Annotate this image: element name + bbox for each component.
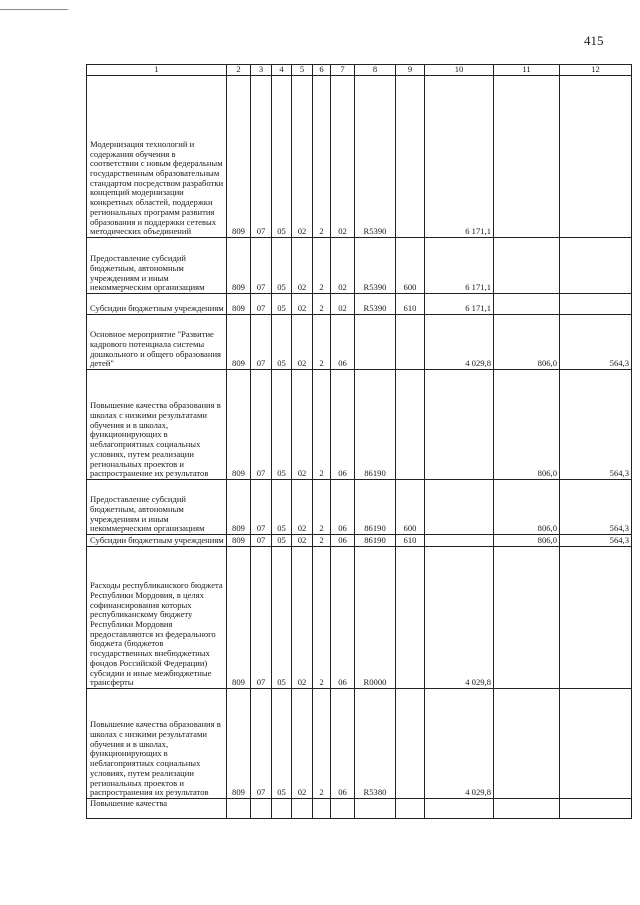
cell-subprogram: 2: [313, 370, 331, 480]
cell-event: 06: [331, 370, 355, 480]
cell-expense-type: 600: [396, 238, 425, 294]
cell-amount-1: [425, 370, 494, 480]
cell-subsection: 05: [272, 547, 292, 689]
cell-section: 07: [251, 480, 272, 535]
cell-subsection: 05: [272, 689, 292, 799]
header-cell: 6: [313, 65, 331, 76]
cell-expense-type: 610: [396, 294, 425, 315]
cell-target-code: R5390: [355, 294, 396, 315]
row-name: Основное мероприятие "Развитие кадрового потенциала системы дошкольного и общего образования детей": [87, 315, 227, 370]
cell-amount-3: 564,3: [560, 370, 632, 480]
cell-target-code: R5390: [355, 238, 396, 294]
cell-amount-1: 6 171,1: [425, 294, 494, 315]
cell-expense-type: [396, 689, 425, 799]
cell-program: 02: [292, 238, 313, 294]
cell-ministry-code: 809: [227, 294, 251, 315]
cell-amount-3: [560, 547, 632, 689]
cell-program: 02: [292, 294, 313, 315]
cell-subsection: 05: [272, 294, 292, 315]
cell-amount-3: [560, 799, 632, 819]
cell-subprogram: 2: [313, 76, 331, 238]
cell-section: 07: [251, 370, 272, 480]
cell-amount-3: [560, 238, 632, 294]
cell-ministry-code: 809: [227, 76, 251, 238]
table-row: [87, 535, 632, 547]
cell-ministry-code: 809: [227, 238, 251, 294]
row-name: Предоставление субсидий бюджетным, автономным учреждениям и иным некоммерческим организациям: [87, 238, 227, 294]
cell-expense-type: 600: [396, 480, 425, 535]
cell-expense-type: [396, 547, 425, 689]
cell-amount-2: 806,0: [494, 535, 560, 547]
header-cell: 8: [355, 65, 396, 76]
header-cell: 10: [425, 65, 494, 76]
cell-expense-type: [396, 370, 425, 480]
row-name: Предоставление субсидий бюджетным, автономным учреждениям и иным некоммерческим организациям: [87, 480, 227, 535]
header-cell: 11: [494, 65, 560, 76]
cell-event: 06: [331, 535, 355, 547]
cell-amount-2: [494, 799, 560, 819]
table-row: [87, 315, 632, 370]
cell-subprogram: 2: [313, 689, 331, 799]
cell-program: 02: [292, 535, 313, 547]
header-cell: 9: [396, 65, 425, 76]
cell-target-code: 86190: [355, 480, 396, 535]
cell-program: [292, 799, 313, 819]
header-cell: 3: [251, 65, 272, 76]
cell-subprogram: 2: [313, 547, 331, 689]
cell-amount-2: [494, 547, 560, 689]
cell-amount-1: [425, 535, 494, 547]
row-name: Субсидии бюджетным учреждениям: [87, 535, 227, 547]
row-name: Субсидии бюджетным учреждениям: [87, 294, 227, 315]
table-row: [87, 689, 632, 799]
header-cell: 5: [292, 65, 313, 76]
cell-expense-type: [396, 76, 425, 238]
cell-amount-1: 6 171,1: [425, 76, 494, 238]
cell-subsection: 05: [272, 535, 292, 547]
cell-expense-type: [396, 315, 425, 370]
cell-section: 07: [251, 547, 272, 689]
table-row: [87, 480, 632, 535]
cell-subprogram: 2: [313, 315, 331, 370]
cell-section: 07: [251, 76, 272, 238]
cell-amount-1: 4 029,8: [425, 689, 494, 799]
cell-program: 02: [292, 480, 313, 535]
cell-program: 02: [292, 370, 313, 480]
cell-amount-3: 564,3: [560, 535, 632, 547]
cell-event: 02: [331, 76, 355, 238]
cell-event: 06: [331, 315, 355, 370]
cell-amount-2: 806,0: [494, 480, 560, 535]
cell-amount-1: 4 029,8: [425, 547, 494, 689]
cell-amount-1: [425, 799, 494, 819]
table-row: [87, 799, 632, 819]
cell-amount-2: [494, 238, 560, 294]
row-name: Повышение качества образования в школах с низкими результатами обучения и в школах, функционирующих в неблагоприятных социальных условиях, путем реализации региональных проектов и распространения их результатов: [87, 689, 227, 799]
cell-subprogram: 2: [313, 480, 331, 535]
row-name: Повышение качества: [87, 799, 227, 819]
cell-event: 06: [331, 547, 355, 689]
cell-target-code: 86190: [355, 370, 396, 480]
cell-subsection: 05: [272, 370, 292, 480]
cell-target-code: [355, 799, 396, 819]
cell-amount-2: [494, 689, 560, 799]
row-name: Расходы республиканского бюджета Республики Мордовия, в целях софинансирования которых республиканскому бюджету Республики Мордовия предоставляются из федерального бюджета (бюджетов государственных внебюджетных фондов Российской Федерации) субсидии и иные межбюджетные трансферты: [87, 547, 227, 689]
table-row: [87, 547, 632, 689]
page-number: 415: [584, 33, 604, 48]
cell-section: 07: [251, 315, 272, 370]
cell-event: 06: [331, 480, 355, 535]
cell-section: 07: [251, 238, 272, 294]
cell-event: 06: [331, 689, 355, 799]
cell-target-code: 86190: [355, 535, 396, 547]
row-name: Модернизация технологий и содержания обучения в соответствии с новым федеральным государственным образовательным стандартом посредством разработки концепций модернизации конкретных областей, поддержки региональных программ развития образования и поддержки сетевых методических объединений: [87, 76, 227, 238]
cell-ministry-code: [227, 799, 251, 819]
budget-table: [86, 64, 632, 819]
cell-subprogram: 2: [313, 294, 331, 315]
cell-subsection: 05: [272, 238, 292, 294]
cell-ministry-code: 809: [227, 480, 251, 535]
cell-program: 02: [292, 315, 313, 370]
cell-event: 02: [331, 294, 355, 315]
cell-section: 07: [251, 294, 272, 315]
cell-section: 07: [251, 535, 272, 547]
table-row: [87, 238, 632, 294]
cell-subprogram: [313, 799, 331, 819]
cell-amount-2: [494, 294, 560, 315]
row-name: Повышение качества образования в школах с низкими результатами обучения и в школах, функционирующих в неблагоприятных социальных условиях, путем реализации региональных проектов и распространение их результатов: [87, 370, 227, 480]
table-row: [87, 294, 632, 315]
cell-expense-type: [396, 799, 425, 819]
cell-amount-2: 806,0: [494, 370, 560, 480]
cell-section: [251, 799, 272, 819]
cell-target-code: [355, 315, 396, 370]
cell-event: [331, 799, 355, 819]
table-header-row: [87, 65, 632, 76]
cell-subsection: 05: [272, 76, 292, 238]
cell-subsection: 05: [272, 315, 292, 370]
header-cell: 1: [87, 65, 227, 76]
cell-program: 02: [292, 547, 313, 689]
cell-program: 02: [292, 76, 313, 238]
cell-target-code: R0000: [355, 547, 396, 689]
cell-event: 02: [331, 238, 355, 294]
cell-ministry-code: 809: [227, 689, 251, 799]
cell-ministry-code: 809: [227, 370, 251, 480]
cell-subprogram: 2: [313, 535, 331, 547]
cell-amount-3: [560, 76, 632, 238]
table-row: [87, 76, 632, 238]
cell-amount-3: 564,3: [560, 315, 632, 370]
cell-ministry-code: 809: [227, 547, 251, 689]
cell-amount-1: [425, 480, 494, 535]
cell-amount-3: [560, 294, 632, 315]
cell-amount-2: 806,0: [494, 315, 560, 370]
header-cell: 12: [560, 65, 632, 76]
cell-amount-3: [560, 689, 632, 799]
cell-ministry-code: 809: [227, 315, 251, 370]
cell-amount-2: [494, 76, 560, 238]
cell-subsection: [272, 799, 292, 819]
cell-target-code: R5390: [355, 76, 396, 238]
scan-edge-mark: [0, 0, 68, 10]
cell-amount-3: 564,3: [560, 480, 632, 535]
cell-program: 02: [292, 689, 313, 799]
cell-target-code: R5380: [355, 689, 396, 799]
cell-amount-1: 6 171,1: [425, 238, 494, 294]
cell-subprogram: 2: [313, 238, 331, 294]
header-cell: 4: [272, 65, 292, 76]
cell-ministry-code: 809: [227, 535, 251, 547]
header-cell: 7: [331, 65, 355, 76]
cell-amount-1: 4 029,8: [425, 315, 494, 370]
cell-section: 07: [251, 689, 272, 799]
header-cell: 2: [227, 65, 251, 76]
cell-expense-type: 610: [396, 535, 425, 547]
cell-subsection: 05: [272, 480, 292, 535]
table-row: [87, 370, 632, 480]
